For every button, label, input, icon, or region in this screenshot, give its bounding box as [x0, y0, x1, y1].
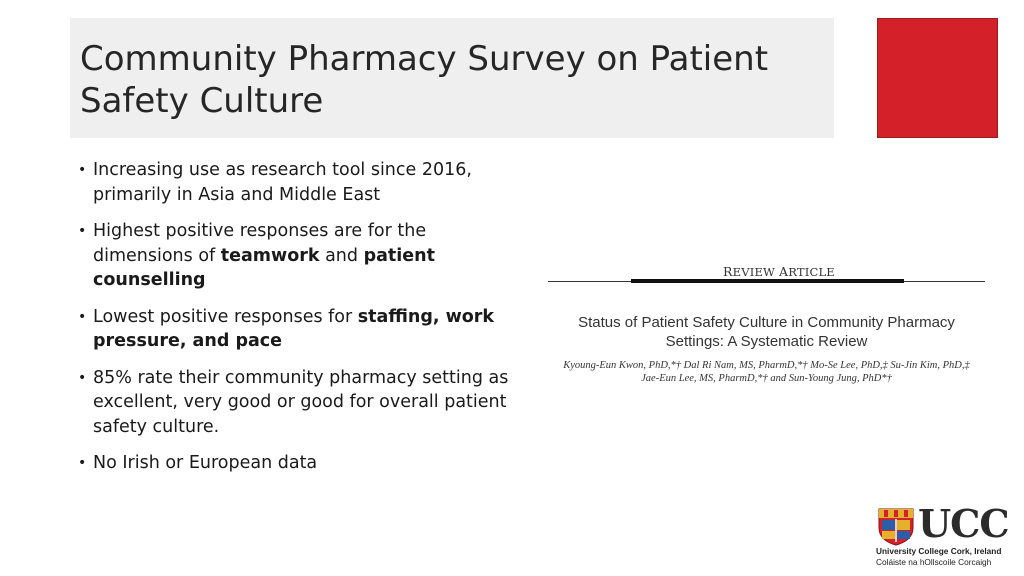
bullet-text: and: [319, 245, 364, 266]
slide-title: Community Pharmacy Survey on Patient Safety Culture: [80, 39, 769, 121]
logo-caption-en: University College Cork, Ireland: [876, 546, 1002, 556]
accent-block: [877, 18, 998, 138]
bullet-dot-icon: •: [78, 223, 87, 239]
label-word: RTICLE: [788, 265, 835, 279]
article-snippet: [548, 258, 985, 388]
bullet-text: Highest positive responses are for the dimensions of: [93, 221, 427, 266]
bullet-item: [78, 451, 518, 476]
article-title: [548, 313, 985, 351]
logo-caption-ga: Coláiste na hOllscoile Corcaigh: [876, 557, 992, 567]
article-title-line: Status of Patient Safety Culture in Community Pharmacy: [578, 314, 955, 331]
bullet-text: 85% rate their community pharmacy setting as excellent, very good or good for overall patient safety culture.: [93, 367, 509, 437]
bullet-dot-icon: •: [78, 369, 87, 386]
authors-line: Kyoung-Eun Kwon, PhD,*† Dal Ri Nam, MS, PharmD,*† Mo-Se Lee, PhD,‡ Su-Jin Kim, PhD,‡: [563, 360, 970, 371]
article-title-line: Settings: A Systematic Review: [665, 333, 868, 350]
ucc-logo: [876, 501, 1009, 568]
bullet-emphasis: staffing, work pressure, and pace: [93, 306, 495, 351]
bullet-text: Increasing use as research tool since 2016, primarily in Asia and Middle East: [93, 160, 472, 205]
bullet-text: Lowest positive responses for: [93, 306, 358, 327]
bullet-item: [78, 219, 518, 293]
bullet-list: [78, 158, 518, 488]
bullet-dot-icon: •: [78, 162, 87, 178]
bullet-emphasis: teamwork: [220, 245, 320, 266]
review-article-label: [723, 264, 835, 279]
label-initial: R: [723, 264, 733, 279]
label-initial: A: [778, 264, 789, 279]
article-authors: [548, 359, 985, 385]
bullet-dot-icon: •: [78, 308, 87, 325]
ucc-crest-icon: [878, 508, 914, 546]
bullet-item: [78, 305, 518, 354]
bullet-dot-icon: •: [78, 455, 87, 471]
bullet-item: [78, 158, 518, 207]
authors-line: Jae-Eun Lee, MS, PharmD,*† and Sun-Young Jung, PhD*†: [641, 373, 892, 384]
label-word: EVIEW: [732, 265, 776, 279]
bullet-emphasis: patient counselling: [93, 245, 435, 290]
ucc-wordmark: UCC: [918, 501, 1009, 546]
bullet-text: No Irish or European data: [93, 453, 318, 473]
title-panel: [70, 18, 834, 138]
bullet-item: [78, 366, 518, 440]
article-rule-thick: [631, 279, 904, 283]
